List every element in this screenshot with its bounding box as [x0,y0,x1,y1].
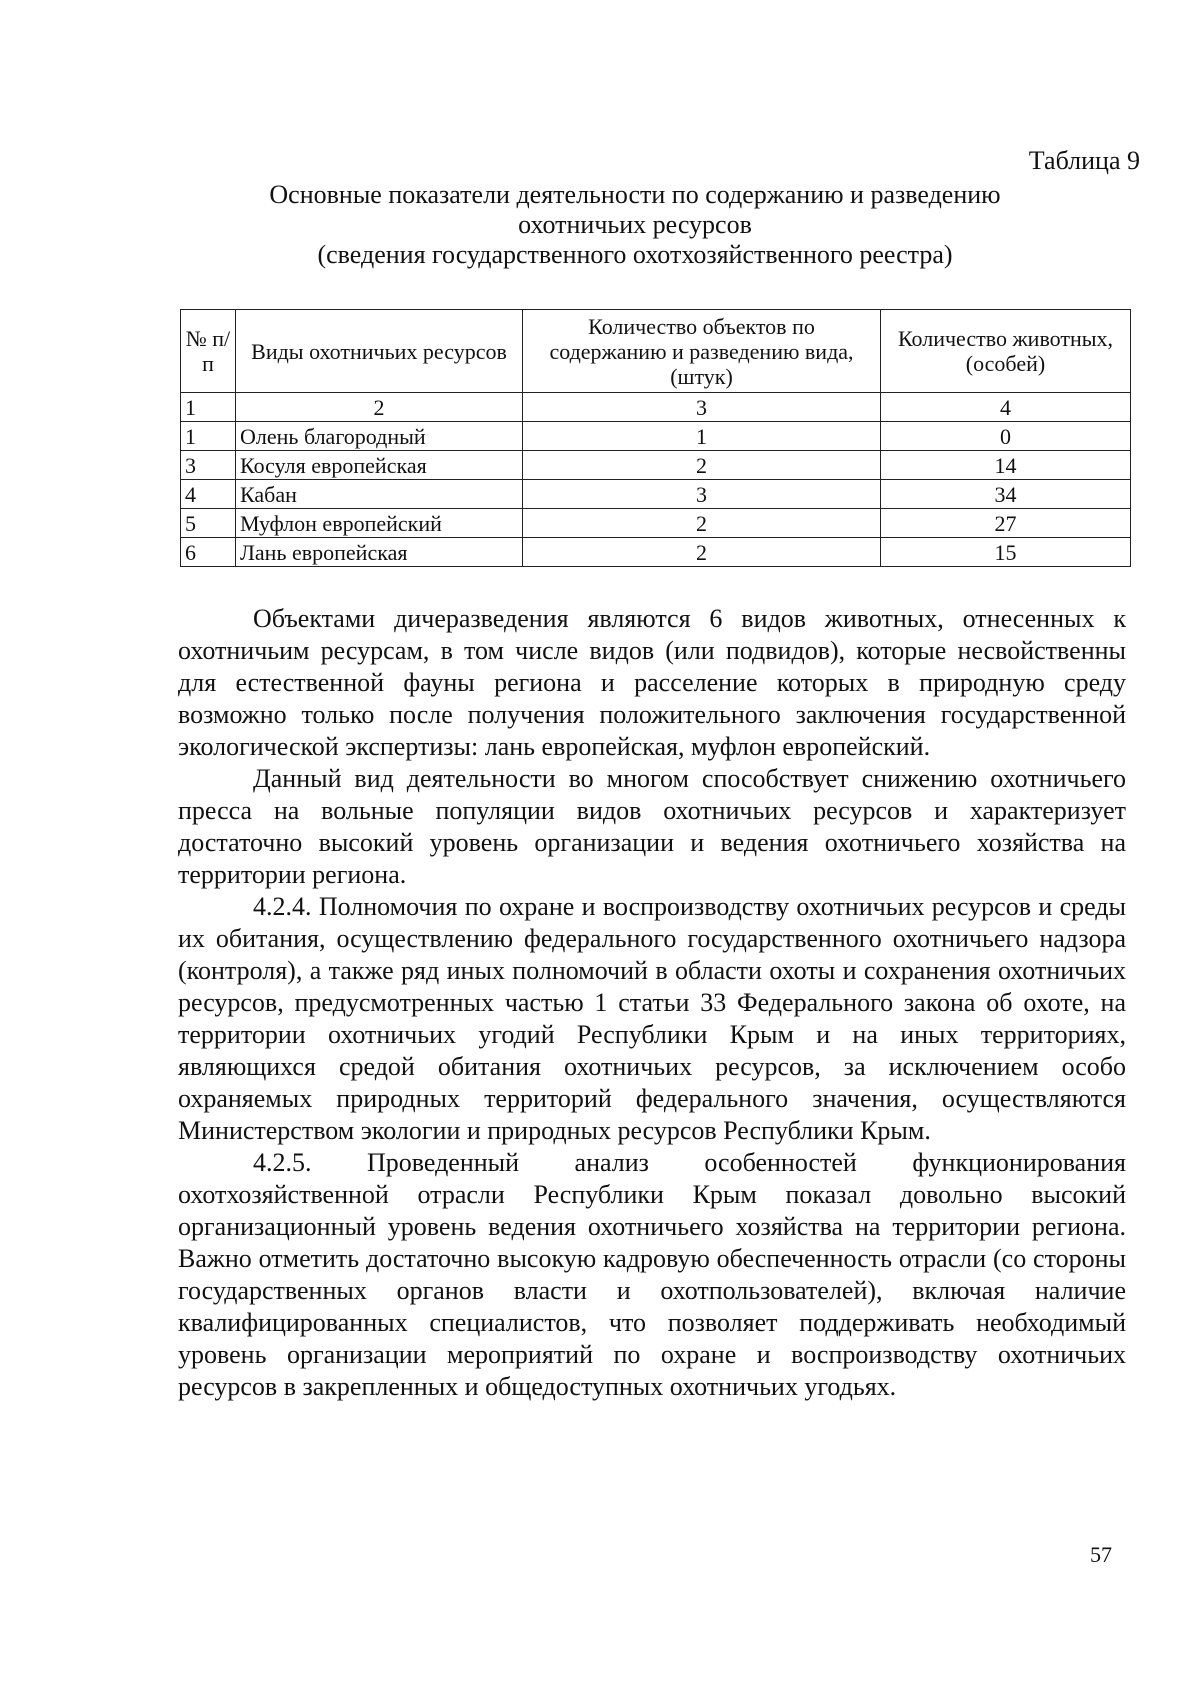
column-number: 1 [181,393,236,422]
animals-count: 0 [881,422,1131,451]
species-name: Косуля европейская [236,451,523,480]
header-facilities-count: Количество объектов по содержанию и разведению вида, (штук) [523,310,881,393]
facilities-count: 3 [523,480,881,509]
caption-line: (сведения государственного охотхозяйственного реестра) [317,240,953,269]
species-name: Лань европейская [236,538,523,567]
table-header-row [181,310,1131,393]
facilities-count: 1 [523,422,881,451]
data-table [180,309,1131,567]
header-number: № п/п [181,310,236,393]
table-row [181,451,1131,480]
paragraph: 4.2.4. Полномочия по охране и воспроизводству охотничьих ресурсов и среды их обитания, осуществлению федерального государственного охотничьего надзора (контроля), а также ряд иных полномочий в области охоты и сохранения охотничьих ресурсов, предусмотренных частью 1 статьи 33 Федерального закона об охоте, на территории охотничьих угодий Республики Крым и на иных территориях, являющихся средой обитания охотничьих ресурсов, за исключением особо охраняемых природных территорий федерального значения, осуществляются Министерством экологии и природных ресурсов Республики Крым. [178,892,1126,1145]
facilities-count: 2 [523,538,881,567]
species-name: Олень благородный [236,422,523,451]
row-number: 4 [181,480,236,509]
paragraph: 4.2.5. Проведенный анализ особенностей функционирования охотхозяйственной отрасли Республики Крым показал довольно высокий организационный уровень ведения охотничьего хозяйства на территории региона. Важно отметить достаточно высокую кадровую обеспеченность отрасли (со стороны государственных органов власти и охотпользователей), включая наличие квалифицированных специалистов, что позволяет поддерживать необходимый уровень организации мероприятий по охране и воспроизводству охотничьих ресурсов в закрепленных и общедоступных охотничьих угодьях. [178,1148,1126,1401]
facilities-count: 2 [523,451,881,480]
table-row [181,480,1131,509]
table-row [181,538,1131,567]
table-row [181,422,1131,451]
caption-line: охотничьих ресурсов [518,210,752,239]
row-number: 1 [181,422,236,451]
row-number: 6 [181,538,236,567]
header-animals-count: Количество животных, (особей) [881,310,1131,393]
column-number: 3 [523,393,881,422]
column-number-row [181,393,1131,422]
page-number: 57 [1090,1542,1112,1567]
paragraph: Данный вид деятельности во многом способствует снижению охотничьего пресса на вольные популяции видов охотничьих ресурсов и характеризует достаточно высокий уровень организации и ведения охотничьего хозяйства на территории региона. [178,764,1126,889]
caption-line: Основные показатели деятельности по содержанию и разведению [269,180,1001,209]
species-name: Кабан [236,480,523,509]
column-number: 2 [236,393,523,422]
species-name: Муфлон европейский [236,509,523,538]
paragraph: Объектами дичеразведения являются 6 видов животных, отнесенных к охотничьим ресурсам, в том числе видов (или подвидов), которые несвойственны для естественной фауны региона и расселение которых в природную среду возможно только после получения положительного заключения государственной экологической экспертизы: лань европейская, муфлон европейский. [178,604,1126,761]
animals-count: 34 [881,480,1131,509]
row-number: 3 [181,451,236,480]
row-number: 5 [181,509,236,538]
body-text [178,603,1126,1403]
animals-count: 14 [881,451,1131,480]
table-caption [180,180,1090,270]
header-species: Виды охотничьих ресурсов [236,310,523,393]
table-label: Таблица 9 [1028,146,1140,175]
column-number: 4 [881,393,1131,422]
animals-count: 15 [881,538,1131,567]
table-row [181,509,1131,538]
animals-count: 27 [881,509,1131,538]
facilities-count: 2 [523,509,881,538]
